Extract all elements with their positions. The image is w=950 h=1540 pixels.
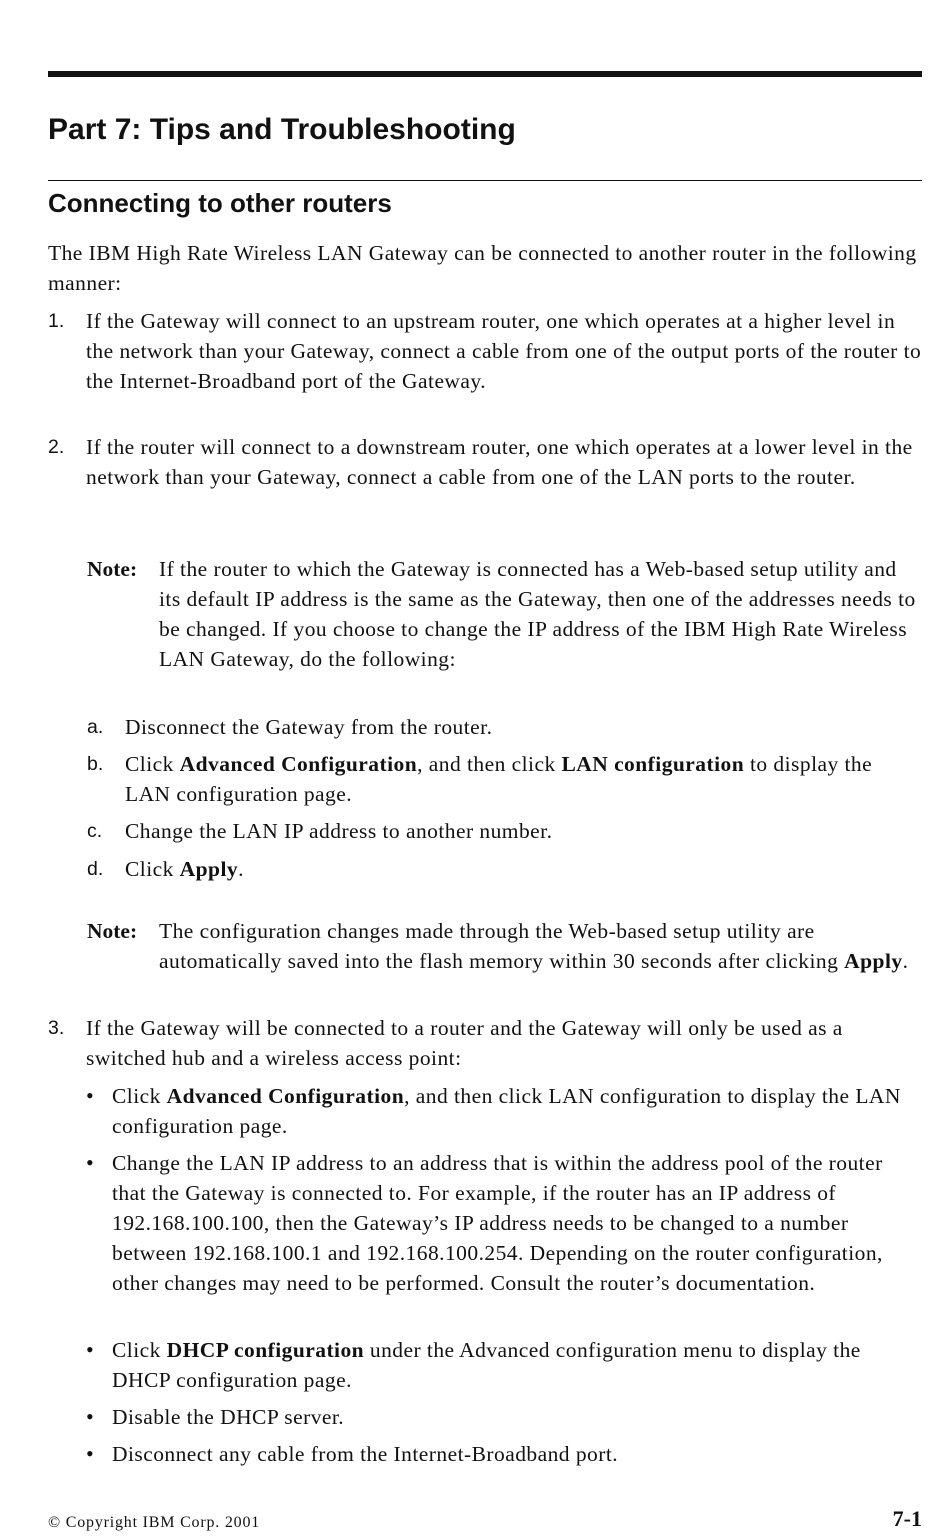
ui-term: Apply — [179, 857, 239, 881]
list-item-step-1 — [48, 306, 922, 396]
intro-paragraph: The IBM High Rate Wireless LAN Gateway can be connected to another router in the following manner: — [48, 241, 917, 295]
bullet-item — [86, 1148, 922, 1298]
substep-letter: a. — [87, 716, 104, 738]
step-number: 1. — [48, 310, 65, 332]
list-item-step-2 — [48, 432, 922, 492]
step-text: If the Gateway will be connected to a router and the Gateway will only be used as a switched hub and a wireless access point: — [86, 1016, 843, 1070]
note-text: If the router to which the Gateway is connected has a Web-based setup utility and its default IP address is the same as the Gateway, then one of the addresses needs to be changed. If you choose to change the IP address of the IBM High Rate Wireless LAN Gateway, do the following: — [159, 557, 916, 671]
list-item-substep-b — [87, 749, 922, 809]
bullet-item — [86, 1439, 922, 1469]
step-text: If the Gateway will connect to an upstream router, one which operates at a higher level in the network than your Gateway, connect a cable from one of the output ports of the router to the Internet-Broadband port of the Gateway. — [86, 309, 922, 393]
substep-text: Click Advanced Configuration, and then click LAN configuration to display the LAN configuration page. — [125, 752, 873, 806]
part-title: Part 7: Tips and Troubleshooting — [48, 113, 516, 146]
bullet-text: Click Advanced Configuration, and then click LAN configuration to display the LAN configuration page. — [112, 1084, 901, 1138]
bullet-mark: • — [86, 1337, 94, 1362]
step-number: 3. — [48, 1017, 65, 1039]
bullet-text: Disconnect any cable from the Internet-Broadband port. — [112, 1442, 619, 1466]
bullet-item — [86, 1081, 922, 1141]
substep-letter: c. — [87, 820, 103, 842]
ui-term: Apply — [844, 949, 903, 973]
bullet-item — [86, 1335, 922, 1395]
list-item-substep-c — [87, 816, 922, 846]
bullet-item — [86, 1402, 922, 1432]
ui-term: Advanced Configuration — [166, 1084, 405, 1108]
bullet-text: Change the LAN IP address to an address that is within the address pool of the router that the Gateway is connected to. For example, if the router has an IP address of 192.168.100.100, then the Gateway’s IP address needs to be changed to a number between 192.168.100.1 and 192.168.100.254. Depending on the router configuration, other changes may need to be performed. Consult the router’s documentation. — [112, 1151, 883, 1295]
bullet-mark: • — [86, 1441, 94, 1466]
ui-term: Advanced Configuration — [179, 752, 418, 776]
list-item-step-3 — [48, 1013, 922, 1073]
substep-letter: b. — [87, 753, 104, 775]
bullet-text: Click DHCP configuration under the Advanced configuration menu to display the DHCP configuration page. — [112, 1338, 861, 1392]
section-rule — [48, 180, 922, 181]
note-block — [87, 554, 922, 674]
ui-term: LAN configuration — [561, 752, 745, 776]
bullet-mark: • — [86, 1404, 94, 1429]
note-block — [87, 916, 922, 976]
top-rule — [48, 71, 922, 77]
list-item-substep-a — [87, 712, 922, 742]
bullet-mark: • — [86, 1083, 94, 1108]
step-text: If the router will connect to a downstream router, one which operates at a lower level in the network than your Gateway, connect a cable from one of the LAN ports to the router. — [86, 435, 913, 489]
substep-text: Disconnect the Gateway from the router. — [125, 715, 493, 739]
section-title: Connecting to other routers — [48, 188, 392, 218]
copyright-notice: © Copyright IBM Corp. 2001 — [48, 1514, 261, 1531]
substep-letter: d. — [87, 858, 104, 880]
document-page — [48, 0, 922, 1540]
ui-term: DHCP configuration — [166, 1338, 365, 1362]
page-number: 7-1 — [892, 1506, 922, 1531]
note-label: Note: — [87, 557, 138, 581]
list-item-substep-d — [87, 854, 922, 884]
substep-text: Change the LAN IP address to another number. — [125, 819, 553, 843]
bullet-mark: • — [86, 1150, 94, 1175]
substep-text: Click Apply. — [125, 857, 244, 881]
bullet-text: Disable the DHCP server. — [112, 1405, 345, 1429]
note-text: The configuration changes made through the Web-based setup utility are automatically saved into the flash memory within 30 seconds after clicking Apply. — [159, 919, 909, 973]
step-number: 2. — [48, 436, 65, 458]
note-label: Note: — [87, 919, 138, 943]
